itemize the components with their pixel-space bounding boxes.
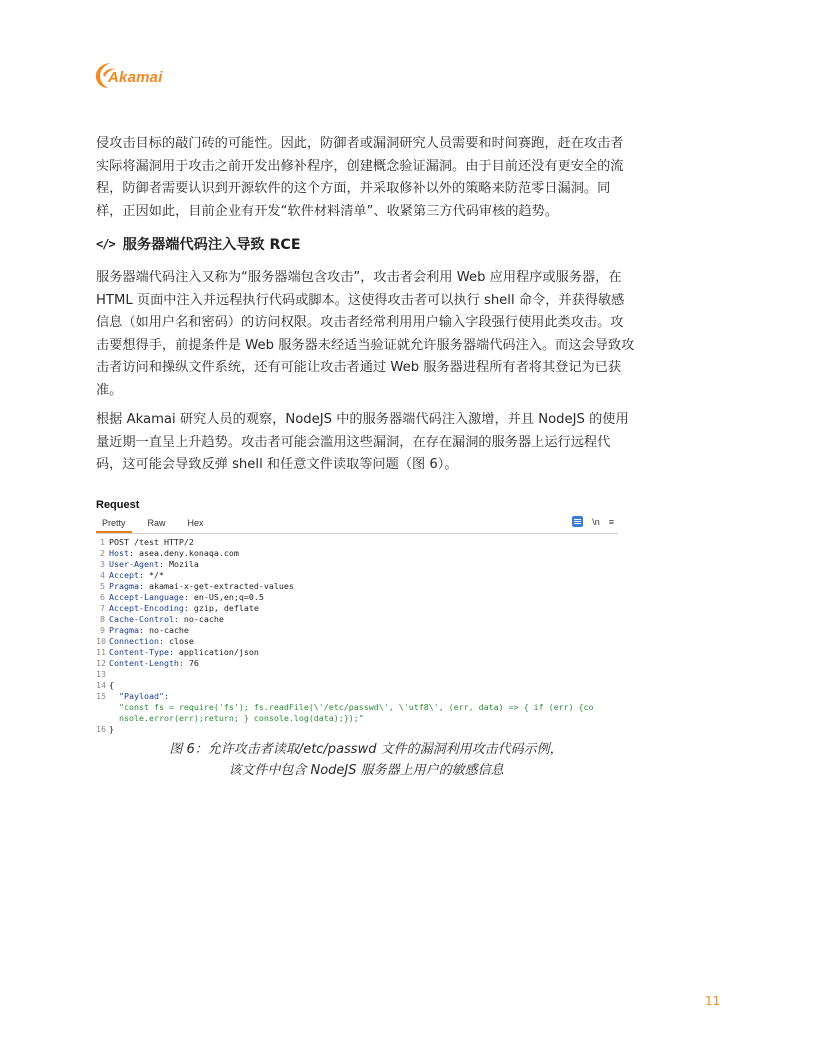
header-key: Host: — [109, 548, 134, 558]
line-number: 2 — [100, 548, 105, 558]
header-key: Connection: — [109, 636, 164, 646]
line-number: 15 — [96, 691, 106, 701]
payload-value-line-2: nsole.error(err);return; } console.log(data);});" — [119, 713, 364, 723]
code-line — [96, 614, 618, 625]
section-paragraph-1: 服务器端代码注入又称为“服务器端包含攻击”，攻击者会利用 Web 应用程序或服务器，在 HTML 页面中注入并远程执行代码或脚本。这使得攻击者可以执行 shell 命令，并获得敏感信息（如用户名和密码）的访问权限。攻击者经常利用用户输入字段强行使用此类攻击。攻击要想得手，前提条件是 Web 服务器未经适当验证就允许服务器端代码注入。而这会导致攻击者访问和操纵文件系统，还有可能让攻击者通过 Web 服务器进程所有者将其登记为已获准。 — [96, 270, 635, 398]
code-text — [109, 658, 199, 669]
code-text — [109, 614, 224, 625]
code-line — [96, 570, 618, 581]
code-text — [109, 548, 239, 559]
figure-caption — [96, 739, 636, 781]
code-line — [96, 658, 618, 669]
code-line — [96, 559, 618, 570]
header-key: Content-Length: — [109, 658, 184, 668]
page-number: 11 — [705, 994, 721, 1008]
payload-key: "Payload": — [119, 691, 169, 701]
line-number: 11 — [96, 647, 106, 657]
code-text — [109, 537, 194, 548]
caption-line-2: 该文件中包含 NodeJS 服务器上用户的敏感信息 — [228, 763, 504, 778]
header-value: 76 — [183, 658, 199, 668]
header-value: en-US,en;q=0.5 — [188, 592, 264, 602]
code-text — [109, 647, 259, 658]
line-number: 7 — [100, 603, 105, 613]
header-value: POST /test HTTP/2 — [109, 537, 194, 547]
header-key: User-Agent: — [109, 559, 164, 569]
caption-line-1: 图 6：允许攻击者读取/etc/passwd 文件的漏洞利用攻击代码示例， — [169, 742, 563, 757]
intro-paragraph: 侵攻击目标的敲门砖的可能性。因此，防御者或漏洞研究人员需要和时间赛跑，赶在攻击者实际将漏洞用于攻击之前开发出修补程序，创建概念验证漏洞。由于目前还没有更安全的流程，防御者需要认识到开源软件的这个方面，并采取修补以外的策略来防范零日漏洞。同样，正因如此，目前企业有开发“软件材料清单”、收紧第三方代码审核的趋势。 — [96, 136, 624, 219]
header-key: Pragma: — [109, 625, 144, 635]
code-icon: </> — [96, 237, 115, 251]
request-code — [96, 537, 618, 735]
line-number: 13 — [96, 669, 106, 679]
code-line — [96, 669, 618, 680]
line-number: 1 — [100, 537, 105, 547]
code-text — [109, 559, 199, 570]
akamai-logo — [94, 60, 163, 90]
line-number: 8 — [100, 614, 105, 624]
section-title: 服务器端代码注入导致 RCE — [122, 237, 301, 253]
request-tabs — [96, 516, 618, 534]
header-key: Accept-Encoding: — [109, 603, 189, 613]
code-line — [96, 603, 618, 614]
request-toolbar — [572, 516, 614, 527]
code-line — [96, 647, 618, 658]
line-number: 3 — [100, 559, 105, 569]
line-number: 14 — [96, 680, 106, 690]
header-value: application/json — [173, 647, 259, 657]
header-value: akamai-x-get-extracted-values — [143, 581, 294, 591]
newline-toggle[interactable]: \n — [592, 516, 600, 527]
code-text: } — [109, 724, 114, 734]
request-panel-title: Request — [96, 499, 140, 511]
payload-value-line-1: "const fs = require('fs'); fs.readFile(\'/etc/passwd\', \'utf8\', (err, data) => { if (err) {co — [119, 702, 594, 712]
header-key: Pragma: — [109, 581, 144, 591]
header-value: */* — [143, 570, 164, 580]
code-line — [96, 680, 618, 691]
tab-raw[interactable]: Raw — [147, 518, 166, 528]
header-value: Mozila — [163, 559, 199, 569]
request-figure — [96, 499, 618, 735]
line-number: 6 — [100, 592, 105, 602]
code-line — [96, 581, 618, 592]
code-line — [96, 537, 618, 548]
section-paragraph-2: 根据 Akamai 研究人员的观察，NodeJS 中的服务器端代码注入激增，并且 NodeJS 的使用量近期一直呈上升趋势。攻击者可能会滥用这些漏洞，在存在漏洞的服务器上运行远程代码，这可能会导致反弹 shell 和任意文件读取等问题（图 6）。 — [96, 412, 629, 472]
code-text — [109, 636, 194, 647]
tab-hex[interactable]: Hex — [187, 518, 204, 528]
akamai-logo-text: Akamai — [108, 68, 163, 86]
code-text — [109, 581, 294, 592]
line-number: 9 — [100, 625, 105, 635]
header-value: no-cache — [178, 614, 224, 624]
code-line — [96, 625, 618, 636]
tab-pretty[interactable]: Pretty — [96, 516, 132, 533]
code-line — [96, 548, 618, 559]
code-text — [109, 570, 164, 581]
line-number: 16 — [96, 724, 106, 734]
header-key: Content-Type: — [109, 647, 174, 657]
header-key: Cache-Control: — [109, 614, 179, 624]
code-text — [109, 625, 189, 636]
header-value: asea.deny.konaqa.com — [133, 548, 239, 558]
code-text — [109, 592, 264, 603]
code-line — [96, 592, 618, 603]
line-number: 12 — [96, 658, 106, 668]
line-number: 4 — [100, 570, 105, 580]
header-value: close — [163, 636, 194, 646]
header-value: gzip, deflate — [188, 603, 259, 613]
menu-icon[interactable]: ≡ — [608, 516, 614, 527]
header-key: Accept: — [109, 570, 144, 580]
header-key: Accept-Language: — [109, 592, 189, 602]
code-line — [96, 724, 618, 735]
code-text — [109, 603, 259, 614]
code-line — [96, 691, 618, 724]
wrap-lines-icon[interactable] — [572, 516, 583, 527]
header-value: { — [109, 680, 114, 690]
code-text — [109, 680, 114, 691]
header-value: no-cache — [143, 625, 189, 635]
section-heading — [96, 234, 301, 254]
line-number: 5 — [100, 581, 105, 591]
line-number: 10 — [96, 636, 106, 646]
code-line — [96, 636, 618, 647]
